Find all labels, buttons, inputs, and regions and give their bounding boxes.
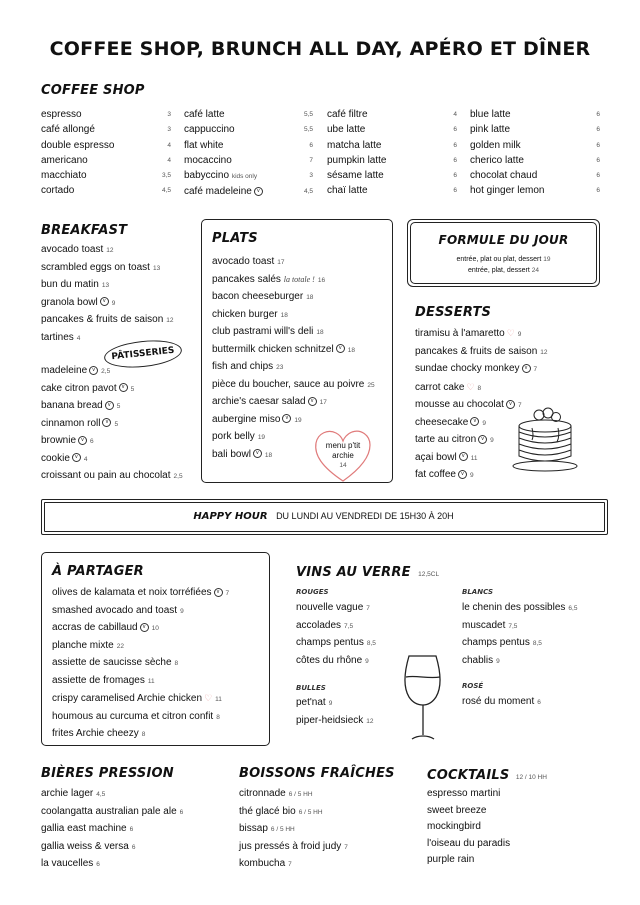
menu-item: macchiato 3,5 bbox=[41, 170, 171, 182]
vegetarian-icon: v bbox=[100, 297, 109, 306]
menu-item: bacon cheeseburger 18 bbox=[212, 291, 314, 302]
menu-item: smashed avocado and toast 9 bbox=[52, 604, 184, 616]
menu-item: sésame latte 6 bbox=[327, 170, 457, 182]
menu-item: pancakes salés la totale ! 16 bbox=[212, 273, 326, 285]
pancakes-icon bbox=[512, 404, 578, 474]
menu-item: madeleine v 2,5 bbox=[41, 365, 111, 376]
breakfast-heading: BREAKFAST bbox=[41, 223, 128, 238]
coffee-col-2 bbox=[184, 107, 313, 200]
cocktails-list bbox=[427, 786, 510, 869]
menu-item: sundae chocky monkey v 7 bbox=[415, 363, 538, 374]
menu-item: pet'nat 9 bbox=[296, 697, 333, 708]
heart-icon: ♡ bbox=[506, 328, 515, 338]
vegetarian-icon: v bbox=[140, 623, 149, 632]
menu-item: hot ginger lemon 6 bbox=[470, 185, 600, 197]
menu-item: granola bowl v 9 bbox=[41, 296, 116, 308]
vegetarian-icon: v bbox=[308, 397, 317, 406]
menu-item: tarte au citron v 9 bbox=[415, 434, 494, 445]
menu-item: avocado toast 17 bbox=[212, 256, 285, 267]
menu-item: houmous au curcuma et citron confit 8 bbox=[52, 710, 220, 722]
vins-heading-row: VINS AU VERRE 12,5CL bbox=[296, 565, 440, 580]
vegetarian-icon: v bbox=[89, 366, 98, 375]
menu-item: thé glacé bio 6 / 5 HH bbox=[239, 805, 323, 817]
vegetarian-icon: v bbox=[282, 414, 291, 423]
menu-item: jus pressés à froid judy 7 bbox=[239, 840, 348, 852]
coffee-col-4 bbox=[470, 107, 600, 199]
vegetarian-icon: v bbox=[105, 401, 114, 410]
menu-item: avocado toast 12 bbox=[41, 244, 114, 255]
menu-item: accolades 7,5 bbox=[296, 619, 354, 631]
vegetarian-icon: v bbox=[102, 418, 111, 427]
blancs-list bbox=[462, 600, 577, 670]
menu-item: kombucha 7 bbox=[239, 858, 292, 869]
vegetarian-icon: v bbox=[336, 344, 345, 353]
menu-item: assiette de saucisse sèche 8 bbox=[52, 657, 179, 668]
happy-hour-banner: HAPPY HOUR DU LUNDI AU VENDREDI DE 15H30 À 20H bbox=[193, 511, 454, 522]
vegetarian-icon: v bbox=[522, 364, 531, 373]
menu-item: citronnade 6 / 5 HH bbox=[239, 788, 313, 799]
plats-heading: PLATS bbox=[212, 231, 258, 246]
vegetarian-icon: v bbox=[214, 588, 223, 597]
menu-item: gallia weiss & versa 6 bbox=[41, 840, 136, 852]
menu-item: café madeleine v 4,5 bbox=[184, 186, 313, 198]
menu-item: assiette de fromages 11 bbox=[52, 674, 155, 686]
rouges-label: ROUGES bbox=[296, 588, 329, 596]
menu-item: cake citron pavot v 5 bbox=[41, 382, 135, 394]
menu-item: nouvelle vague 7 bbox=[296, 602, 370, 613]
vegetarian-icon: v bbox=[72, 453, 81, 462]
formule-lines: entrée, plat ou plat, dessert 19 entrée, plat, dessert 24 bbox=[456, 256, 551, 274]
menu-item: tartines 4 bbox=[41, 331, 81, 343]
menu-item: fish and chips 23 bbox=[212, 361, 284, 372]
menu-item: coolangatta australian pale ale 6 bbox=[41, 805, 184, 817]
formule-heading: FORMULE DU JOUR bbox=[438, 233, 569, 247]
coffee-col-3 bbox=[327, 107, 457, 199]
vegetarian-icon: v bbox=[470, 417, 479, 426]
menu-item: muscadet 7,5 bbox=[462, 619, 518, 631]
menu-item: cherico latte 6 bbox=[470, 154, 600, 166]
menu-item: rosé du moment 6 bbox=[462, 696, 541, 707]
menu-item: pancakes & fruits de saison 12 bbox=[415, 345, 548, 357]
menu-item: açai bowl v 11 bbox=[415, 451, 478, 463]
menu-item: champs pentus 8,5 bbox=[462, 637, 542, 648]
menu-item: golden milk 6 bbox=[470, 139, 600, 151]
menu-item: piper-heidsieck 12 bbox=[296, 714, 374, 726]
menu-item: ube latte 6 bbox=[327, 124, 457, 136]
vegetarian-icon: v bbox=[119, 383, 128, 392]
menu-item: crispy caramelised Archie chicken ♡ 11 bbox=[52, 693, 222, 704]
vegetarian-icon: v bbox=[478, 435, 487, 444]
breakfast-list bbox=[41, 242, 174, 347]
menu-item: olives de kalamata et noix torréfiées v 7 bbox=[52, 587, 230, 598]
menu-item: pink latte 6 bbox=[470, 124, 600, 136]
vegetarian-icon: v bbox=[459, 452, 468, 461]
menu-item: cheesecake v 9 bbox=[415, 416, 486, 428]
menu-item: mousse au chocolat v 7 bbox=[415, 399, 522, 410]
menu-item: carrot cake ♡ 8 bbox=[415, 381, 482, 393]
menu-item: la vaucelles 6 bbox=[41, 858, 100, 869]
menu-item: chablis 9 bbox=[462, 654, 500, 666]
menu-item: babyccino kids only 3 bbox=[184, 170, 313, 182]
wine-glass-icon bbox=[398, 653, 448, 748]
kids-menu-label: menu p'tit archie 14 bbox=[325, 441, 361, 469]
menu-item: bali bowl v 18 bbox=[212, 448, 273, 460]
menu-item: espresso 3 bbox=[41, 109, 171, 120]
menu-item: bissap 6 / 5 HH bbox=[239, 823, 295, 834]
menu-item: blue latte 6 bbox=[470, 109, 600, 120]
menu-item: cinnamon roll v 5 bbox=[41, 417, 119, 429]
menu-item: pork belly 19 bbox=[212, 431, 266, 442]
menu-item: chicken burger 18 bbox=[212, 308, 288, 320]
menu-item: sweet breeze bbox=[427, 804, 487, 816]
menu-item: cortado 4,5 bbox=[41, 185, 171, 197]
menu-item: champs pentus 8,5 bbox=[296, 637, 376, 648]
menu-item: croissant ou pain au chocolat 2,5 bbox=[41, 470, 183, 481]
coffee-shop-heading: COFFEE SHOP bbox=[41, 83, 145, 98]
menu-item: gallia east machine 6 bbox=[41, 823, 134, 834]
patisseries-badge: PÂTISSERIES bbox=[103, 337, 183, 371]
vegetarian-icon: v bbox=[254, 187, 263, 196]
coffee-col-1 bbox=[41, 107, 171, 199]
menu-item: chaï latte 6 bbox=[327, 185, 457, 197]
menu-item: buttermilk chicken schnitzel v 18 bbox=[212, 343, 355, 355]
vegetarian-icon: v bbox=[458, 470, 467, 479]
menu-item: chocolat chaud 6 bbox=[470, 170, 600, 182]
menu-item: pumpkin latte 6 bbox=[327, 154, 457, 166]
menu-item: bun du matin 13 bbox=[41, 279, 110, 290]
menu-item: cappuccino 5,5 bbox=[184, 124, 313, 136]
menu-item: café filtre 4 bbox=[327, 109, 457, 120]
menu-item: scrambled eggs on toast 13 bbox=[41, 261, 161, 273]
cocktails-heading: COCKTAILS bbox=[427, 768, 510, 783]
page-title: COFFEE SHOP, BRUNCH ALL DAY, APÉRO ET DÎNER bbox=[49, 38, 591, 60]
menu-item: americano 4 bbox=[41, 154, 171, 166]
rose-list bbox=[462, 694, 541, 712]
bieres-list bbox=[41, 786, 183, 874]
menu-item: pancakes & fruits de saison 12 bbox=[41, 314, 174, 325]
bieres-heading: BIÈRES PRESSION bbox=[41, 766, 174, 781]
menu-item: l'oiseau du paradis bbox=[427, 837, 511, 849]
desserts-heading: DESSERTS bbox=[415, 305, 492, 320]
menu-item: pièce du boucher, sauce au poivre 25 bbox=[212, 378, 375, 390]
menu-item: le chenin des possibles 6,5 bbox=[462, 602, 578, 613]
vegetarian-icon: v bbox=[78, 436, 87, 445]
patisseries-list bbox=[41, 363, 183, 486]
menu-item: accras de cabillaud v 10 bbox=[52, 622, 159, 633]
menu-item: club pastrami will's deli 18 bbox=[212, 326, 324, 337]
vegetarian-icon: v bbox=[506, 400, 515, 409]
bulles-list bbox=[296, 695, 374, 730]
rose-label: ROSÉ bbox=[462, 682, 484, 690]
menu-item: fat coffee v 9 bbox=[415, 469, 474, 480]
boissons-heading: BOISSONS FRAÎCHES bbox=[239, 766, 395, 781]
menu-item: brownie v 6 bbox=[41, 435, 94, 446]
partager-heading: À PARTAGER bbox=[52, 564, 144, 579]
blancs-label: BLANCS bbox=[462, 588, 494, 596]
partager-list bbox=[52, 585, 229, 744]
menu-item: flat white 6 bbox=[184, 139, 313, 151]
rouges-list bbox=[296, 600, 376, 670]
heart-icon: ♡ bbox=[204, 693, 213, 703]
menu-item: archie's caesar salad v 17 bbox=[212, 396, 327, 407]
menu-item: café allongé 3 bbox=[41, 124, 171, 136]
menu-item: aubergine miso v 19 bbox=[212, 413, 302, 425]
menu-item: espresso martini bbox=[427, 788, 501, 799]
vegetarian-icon: v bbox=[253, 449, 262, 458]
heart-icon: ♡ bbox=[466, 381, 475, 392]
menu-item: mocaccino 7 bbox=[184, 154, 313, 166]
menu-item: mockingbird bbox=[427, 821, 481, 832]
menu-item: café latte 5,5 bbox=[184, 109, 313, 120]
menu-item: archie lager 4,5 bbox=[41, 788, 106, 799]
menu-item: planche mixte 22 bbox=[52, 639, 124, 651]
bulles-label: BULLES bbox=[296, 684, 326, 692]
menu-item: côtes du rhône 9 bbox=[296, 654, 369, 666]
menu-item: cookie v 4 bbox=[41, 452, 88, 464]
menu-item: purple rain bbox=[427, 854, 475, 865]
cocktails-heading-row: COCKTAILS 12 / 10 HH bbox=[427, 768, 547, 783]
menu-item: matcha latte 6 bbox=[327, 139, 457, 151]
menu-item: tiramisu à l'amaretto ♡ 9 bbox=[415, 328, 522, 339]
menu-item: double espresso 4 bbox=[41, 139, 171, 151]
menu-item: banana bread v 5 bbox=[41, 400, 121, 411]
menu-item: frites Archie cheezy 8 bbox=[52, 728, 146, 739]
boissons-list bbox=[239, 786, 348, 874]
vins-heading: VINS AU VERRE bbox=[296, 565, 411, 580]
